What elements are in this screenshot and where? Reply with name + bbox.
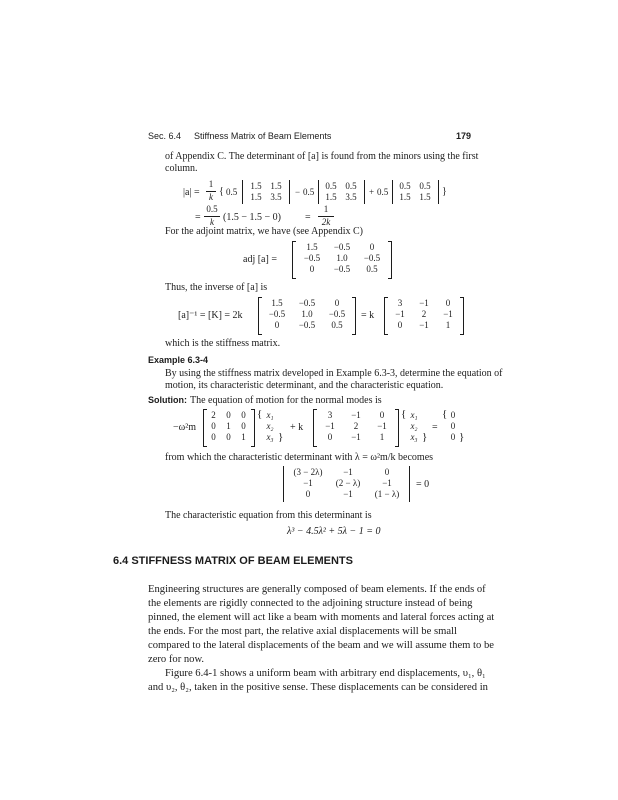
- cell: −0.5: [328, 309, 346, 319]
- solution-label: Solution:: [148, 395, 187, 405]
- intro-line-2: column.: [165, 163, 198, 174]
- adjoint-lhs: adj [a] =: [243, 254, 277, 265]
- paragraph-line: and υ₂, θ₂, taken in the positive sense. These displacements can be considered in: [148, 682, 488, 693]
- cell: 0: [241, 410, 246, 420]
- cell: 1.0: [301, 309, 313, 319]
- cell: −0.5: [333, 242, 351, 252]
- cell: 1.5: [271, 298, 283, 308]
- curly-open: {: [401, 408, 407, 420]
- det-bar: [392, 180, 393, 204]
- running-title: Stiffness Matrix of Beam Elements: [194, 131, 332, 141]
- inverse-eq-k: = k: [361, 310, 375, 321]
- cell: −0.5: [303, 253, 321, 263]
- cell: −0.5: [298, 298, 316, 308]
- paragraph-line: Engineering structures are generally composed of beam elements. If the ends of: [148, 584, 486, 595]
- cell: (1 − λ): [374, 489, 400, 499]
- det-line2-expr: (1.5 − 1.5 − 0): [223, 212, 281, 223]
- bracket-right: [352, 297, 356, 335]
- cell: 0: [379, 410, 385, 420]
- cell: 0.5: [325, 181, 337, 191]
- cell: 0: [226, 432, 231, 442]
- cell: 1.5: [419, 192, 431, 202]
- cell: −0.5: [298, 320, 316, 330]
- cell: 3.5: [270, 192, 282, 202]
- adjoint-matrix: [297, 242, 387, 275]
- cell: 2: [211, 410, 216, 420]
- inverse-matrix: [262, 298, 352, 331]
- det-bar: [318, 180, 319, 204]
- cell: x₂: [410, 421, 418, 431]
- cell: 0: [309, 264, 315, 274]
- det-bar: [438, 180, 439, 204]
- cell: −1: [419, 320, 429, 330]
- det-frac-num: 1: [208, 179, 214, 189]
- minor-1: [246, 181, 286, 203]
- det-bar: [242, 180, 243, 204]
- cell: 1: [241, 432, 246, 442]
- cell: 0: [211, 421, 216, 431]
- cell: 3: [327, 410, 333, 420]
- cell: x₂: [266, 421, 274, 431]
- char-det-intro: from which the characteristic determinant with λ = ω²m/k becomes: [165, 452, 434, 463]
- inverse-intro: Thus, the inverse of [a] is: [165, 282, 268, 293]
- stiffness-matrix: [317, 410, 395, 443]
- cell: −1: [377, 421, 387, 431]
- cell: 0.5: [331, 320, 343, 330]
- cell: 0: [450, 432, 456, 442]
- cell: 1.0: [336, 253, 348, 263]
- cell: 0: [450, 421, 456, 431]
- page-number: 179: [456, 131, 472, 141]
- cell: x₃: [266, 432, 274, 442]
- cell: 0: [274, 320, 280, 330]
- cell: 3.5: [345, 192, 357, 202]
- bracket-right: [395, 409, 399, 447]
- term3-coef: 0.5: [377, 187, 389, 197]
- cell: −0.5: [333, 264, 351, 274]
- cell: −1: [443, 309, 453, 319]
- cell: 1: [379, 432, 385, 442]
- curly-close: }: [442, 186, 447, 197]
- cell: −1: [325, 421, 335, 431]
- example-text-2: motion, its characteristic determinant, and the characteristic equation.: [165, 380, 444, 391]
- cell: 1.5: [250, 192, 262, 202]
- det-result-den: 2k: [321, 217, 331, 227]
- disp-vector-2: [407, 410, 421, 443]
- minor-2: [321, 181, 361, 203]
- bracket-left: [292, 241, 296, 279]
- cell: −1: [343, 467, 353, 477]
- bracket-right: [460, 297, 464, 335]
- plus-sign: +: [369, 187, 375, 197]
- cell: 0: [369, 242, 375, 252]
- example-label: Example 6.3-4: [148, 355, 209, 365]
- stiffness-result-matrix: [388, 298, 460, 331]
- minor-3: [395, 181, 435, 203]
- cell: −1: [419, 298, 429, 308]
- paragraph-line: pinned, the element will act like a beam with moments and lateral forces acting at: [148, 612, 495, 623]
- det-line2-eq: =: [195, 212, 201, 223]
- char-det-eq-zero: = 0: [416, 479, 430, 490]
- intro-line-1: of Appendix C. The determinant of [a] is found from the minors using the first: [165, 151, 479, 162]
- cell: x₁: [410, 410, 418, 420]
- section-label: Sec. 6.4: [148, 131, 182, 141]
- cell: 0: [397, 320, 403, 330]
- example-text-1: By using the stiffness matrix developed in Example 6.3-3, determine the equation of: [165, 368, 503, 379]
- eom-lhs: −ω²m: [173, 422, 196, 433]
- cell: −1: [351, 410, 361, 420]
- paragraph-line: zero for now.: [148, 654, 205, 665]
- cell: 0.5: [399, 181, 411, 191]
- term1-coef: 0.5: [226, 187, 238, 197]
- curly-open: {: [257, 408, 263, 420]
- curly-open: {: [442, 408, 448, 420]
- cell: 0: [445, 298, 451, 308]
- curly-close: }: [459, 431, 465, 443]
- section-heading: 6.4 STIFFNESS MATRIX OF BEAM ELEMENTS: [113, 555, 353, 567]
- curly-close: }: [278, 431, 284, 443]
- curly-close: }: [422, 431, 428, 443]
- cell: −1: [382, 478, 392, 488]
- inverse-outro: which is the stiffness matrix.: [165, 338, 281, 349]
- det-bar: [364, 180, 365, 204]
- cell: −1: [351, 432, 361, 442]
- cell: 0.5: [366, 264, 378, 274]
- term2-coef: 0.5: [303, 187, 315, 197]
- cell: 0: [211, 432, 216, 442]
- det-line2-equals: =: [305, 212, 311, 223]
- cell: −1: [303, 478, 313, 488]
- bracket-right: [388, 241, 392, 279]
- cell: 1.5: [325, 192, 337, 202]
- bracket-right: [251, 409, 255, 447]
- cell: 1.5: [306, 242, 318, 252]
- cell: −0.5: [363, 253, 381, 263]
- cell: 1: [445, 320, 451, 330]
- inverse-lhs: [a]⁻¹ = [K] = 2k: [178, 310, 243, 321]
- cell: 3: [397, 298, 403, 308]
- cell: (2 − λ): [335, 478, 361, 488]
- cell: 1: [226, 421, 231, 431]
- eom-equals: =: [432, 422, 438, 433]
- det-line2-den: k: [210, 217, 214, 227]
- cell: 0: [384, 467, 390, 477]
- det-lhs: |a| =: [183, 187, 200, 198]
- cell: 1.5: [399, 192, 411, 202]
- det-bar: [283, 466, 284, 502]
- char-det-matrix: [287, 467, 407, 500]
- cell: 0.5: [419, 181, 431, 191]
- cell: −0.5: [268, 309, 286, 319]
- cell: (3 − 2λ): [293, 467, 323, 477]
- paragraph-line: compared to the lateral displacements of the beam and we will assume them to be: [148, 640, 494, 651]
- cell: 0: [226, 410, 231, 420]
- det-result-num: 1: [323, 204, 329, 214]
- cell: 0: [327, 432, 333, 442]
- adjoint-intro: For the adjoint matrix, we have (see Appendix C): [165, 226, 364, 237]
- cell: 0: [334, 298, 340, 308]
- paragraph-line: Figure 6.4-1 shows a uniform beam with arbitrary end displacements, υ₁, θ₁: [165, 668, 486, 679]
- cell: −1: [395, 309, 405, 319]
- det-frac-den: k: [209, 192, 213, 202]
- disp-vector-1: [263, 410, 277, 443]
- det-bar: [289, 180, 290, 204]
- cell: x₃: [410, 432, 418, 442]
- cell: 1.5: [250, 181, 262, 191]
- solution-text: The equation of motion for the normal modes is: [190, 395, 382, 406]
- det-line2-num: 0.5: [206, 204, 218, 214]
- paragraph-line: the elements are rigidly connected to the adjoining structure instead of being: [148, 598, 473, 609]
- cell: 0: [450, 410, 456, 420]
- cell: 2: [353, 421, 359, 431]
- curly-open: {: [219, 186, 224, 197]
- char-eq-intro: The characteristic equation from this determinant is: [165, 510, 372, 521]
- cell: 1.5: [270, 181, 282, 191]
- cell: 2: [421, 309, 427, 319]
- mass-matrix: [206, 410, 251, 443]
- cell: −1: [343, 489, 353, 499]
- zero-vector: [448, 410, 458, 443]
- cell: x₁: [266, 410, 274, 420]
- cell: 0: [241, 421, 246, 431]
- paragraph-line: the ends. For the most part, the relative axial displacements will be small: [148, 626, 457, 637]
- det-bar: [409, 466, 410, 502]
- cell: 0.5: [345, 181, 357, 191]
- cell: 0: [305, 489, 311, 499]
- plus-k: + k: [290, 422, 304, 433]
- char-equation: λ³ − 4.5λ² + 5λ − 1 = 0: [287, 526, 381, 537]
- minus-sign: −: [295, 187, 301, 197]
